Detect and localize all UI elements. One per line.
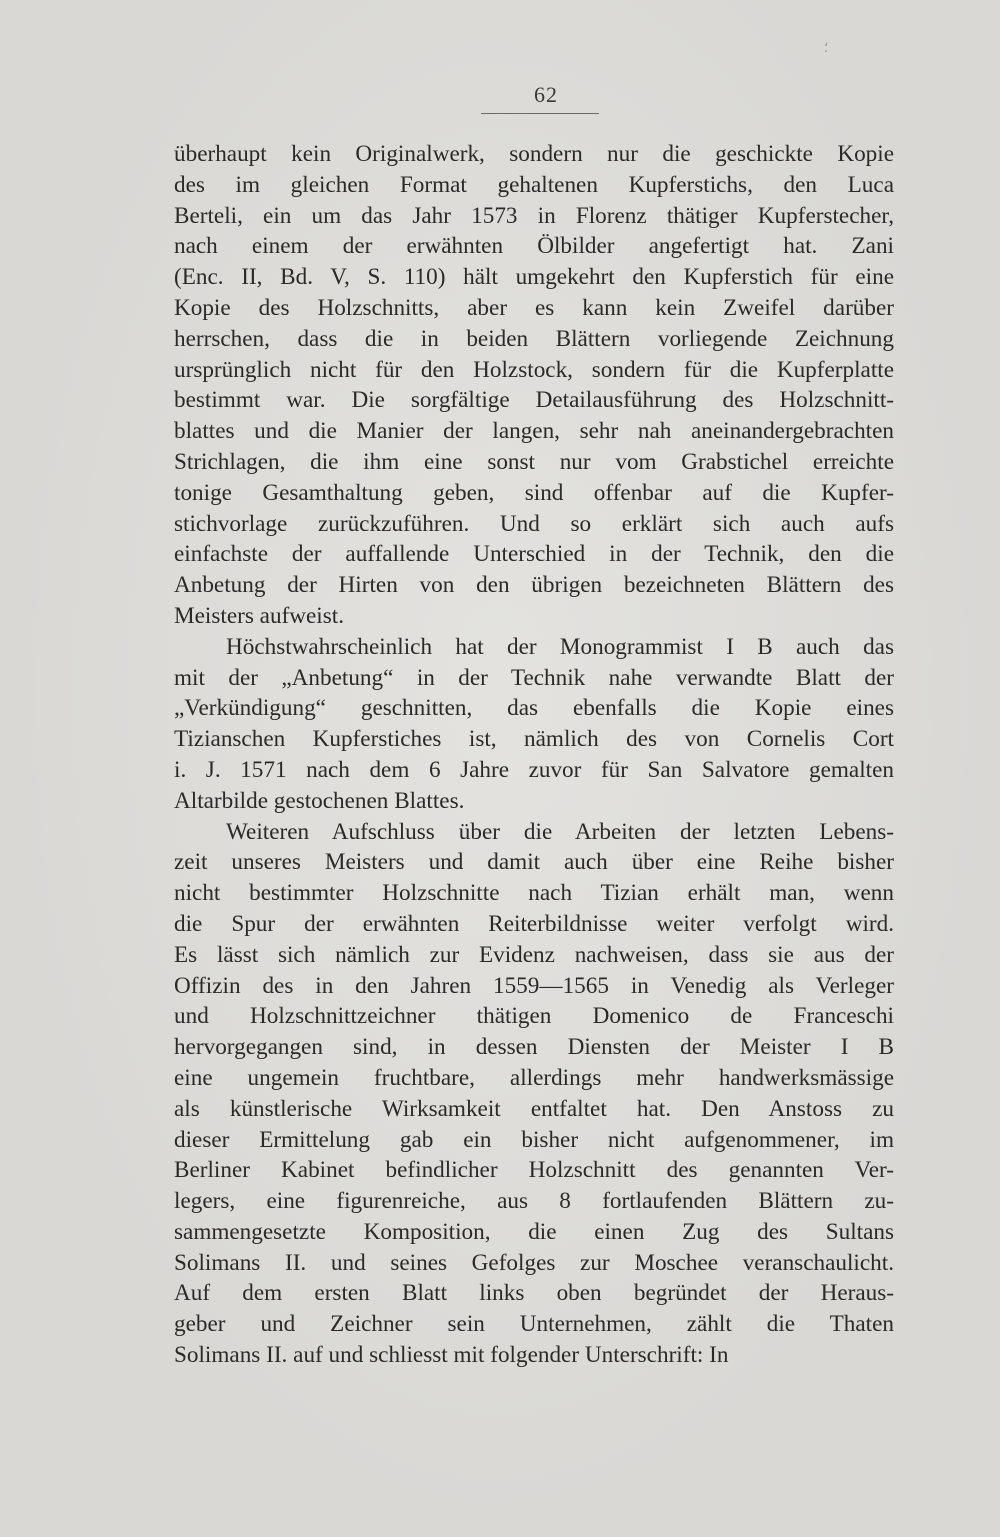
text-line: Solimans II. und seines Gefolges zur Moschee veranschaulicht. — [174, 1249, 894, 1276]
text-line: Anbetung der Hirten von den übrigen bezeichneten Blättern des — [174, 572, 894, 599]
text-line: i. J. 1571 nach dem 6 Jahre zuvor für San Salvatore gemalten — [174, 756, 894, 783]
text-line: überhaupt kein Originalwerk, sondern nur die geschickte Kopie — [174, 141, 894, 167]
text-line: einfachste der auffallende Unterschied in der Technik, den die — [174, 541, 894, 568]
text-line: blattes und die Manier der langen, sehr nah aneinandergebrachten — [174, 418, 894, 445]
text-line: tonige Gesamthaltung geben, sind offenbar auf die Kupfer- — [174, 479, 894, 506]
text-line: nach einem der erwähnten Ölbilder angefertigt hat. Zani — [174, 233, 894, 260]
text-line: Solimans II. auf und schliesst mit folgender Unterschrift: In — [174, 1342, 729, 1369]
text-line: hervorgegangen sind, in dessen Diensten der Meister I B — [174, 1034, 894, 1061]
text-line: Kopie des Holzschnitts, aber es kann kein Zweifel darüber — [174, 294, 894, 321]
text-line: (Enc. II, Bd. V, S. 110) hält umgekehrt den Kupferstich für eine — [174, 264, 894, 291]
text-line: als künstlerische Wirksamkeit entfaltet hat. Den Anstoss zu — [174, 1095, 894, 1122]
text-line: ursprünglich nicht für den Holzstock, sondern für die Kupferplatte — [174, 356, 894, 383]
text-line: „Verkündigung“ geschnitten, das ebenfalls die Kopie eines — [174, 695, 894, 722]
page-number: 62 — [534, 82, 558, 107]
text-line: Berliner Kabinet befindlicher Holzschnitt des genannten Ver- — [174, 1157, 894, 1184]
text-line: eine ungemein fruchtbare, allerdings mehr handwerksmässige — [174, 1064, 894, 1091]
text-line: nicht bestimmter Holzschnitte nach Tizian erhält man, wenn — [174, 880, 894, 907]
paragraph — [174, 632, 894, 817]
text-line: Strichlagen, die ihm eine sonst nur vom Grabstichel erreichte — [174, 448, 894, 475]
body-text — [174, 139, 894, 1371]
text-line: mit der „Anbetung“ in der Technik nahe verwandte Blatt der — [174, 664, 894, 691]
text-line: geber und Zeichner sein Unternehmen, zählt die Thaten — [174, 1311, 894, 1338]
text-line: Altarbilde gestochenen Blattes. — [174, 787, 465, 814]
text-line: stichvorlage zurückzuführen. Und so erklärt sich auch aufs — [174, 510, 894, 537]
text-line: sammengesetzte Komposition, die einen Zug des Sultans — [174, 1218, 894, 1245]
header-rule — [481, 113, 599, 114]
text-line: die Spur der erwähnten Reiterbildnisse weiter verfolgt wird. — [174, 910, 894, 937]
paragraph — [174, 139, 894, 632]
text-line: Tizianschen Kupferstiches ist, nämlich des von Cornelis Cort — [174, 726, 894, 753]
text-line: Offizin des in den Jahren 1559—1565 in Venedig als Verleger — [174, 972, 894, 999]
text-line: legers, eine figurenreiche, aus 8 fortlaufenden Blättern zu- — [174, 1188, 894, 1215]
text-line: Auf dem ersten Blatt links oben begründet der Heraus- — [174, 1280, 894, 1307]
text-line: Es lässt sich nämlich zur Evidenz nachweisen, dass sie aus der — [174, 941, 894, 968]
text-line: Weiteren Aufschluss über die Arbeiten der letzten Lebens- — [226, 818, 894, 845]
text-line: und Holzschnittzeichner thätigen Domenico de Franceschi — [174, 1003, 894, 1030]
text-line: bestimmt war. Die sorgfältige Detailausführung des Holzschnitt- — [174, 387, 894, 414]
text-line: herrschen, dass die in beiden Blättern vorliegende Zeichnung — [174, 325, 894, 352]
paragraph — [174, 817, 894, 1371]
text-line: des im gleichen Format gehaltenen Kupferstichs, den Luca — [174, 171, 894, 198]
paper-speck: ⸵ — [824, 41, 828, 56]
text-line: Höchstwahrscheinlich hat der Monogrammist I B auch das — [226, 633, 894, 660]
text-line: dieser Ermittelung gab ein bisher nicht aufgenommener, im — [174, 1126, 894, 1153]
text-line: zeit unseres Meisters und damit auch über eine Reihe bisher — [174, 849, 894, 876]
text-line: Berteli, ein um das Jahr 1573 in Florenz thätiger Kupferstecher, — [174, 202, 894, 229]
text-line: Meisters aufweist. — [174, 602, 345, 629]
